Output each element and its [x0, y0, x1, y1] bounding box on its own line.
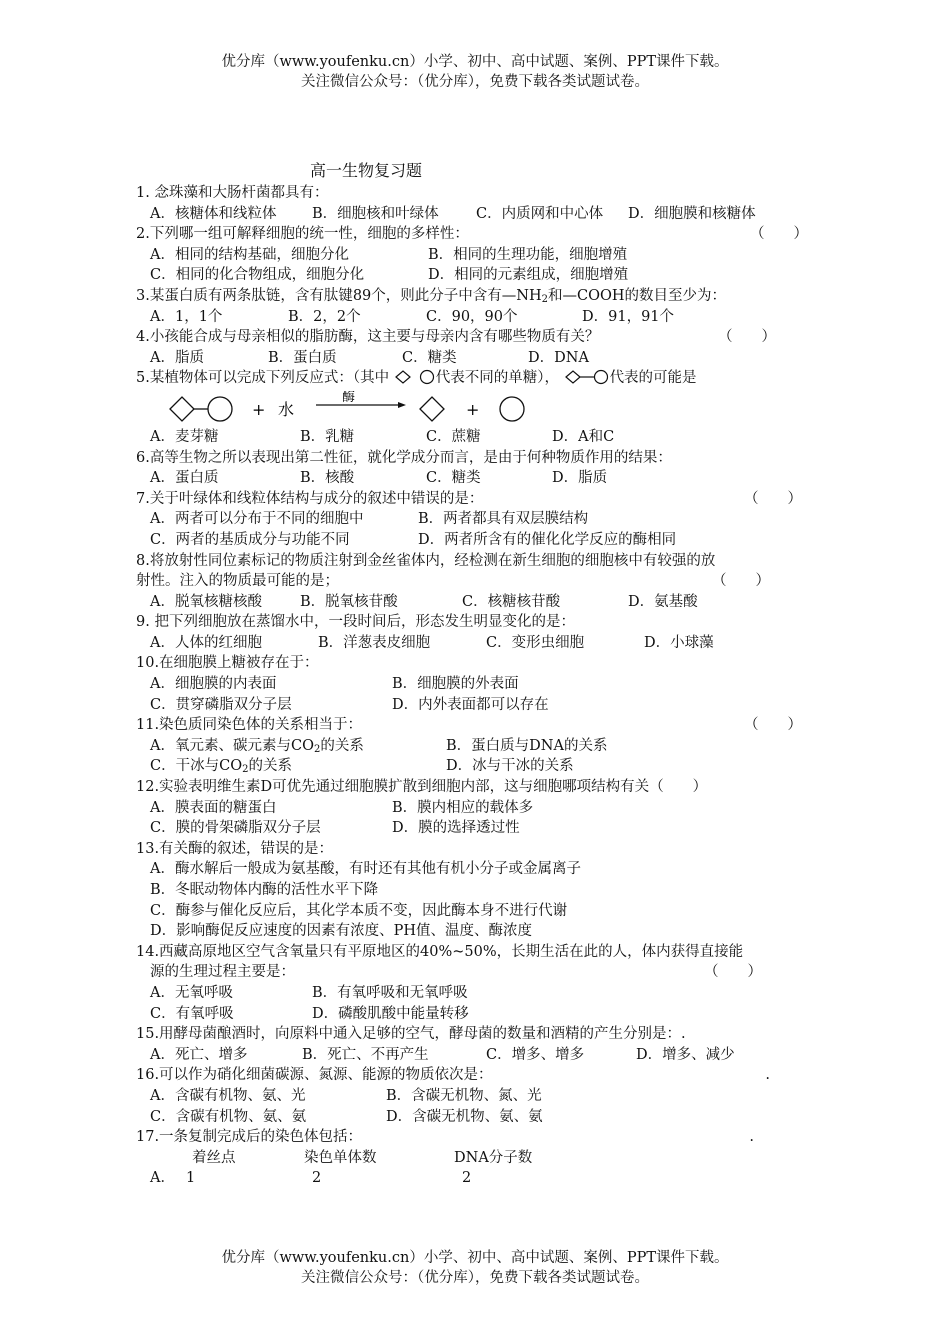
- question-8-stem-line1: 8.将放射性同位素标记的物质注射到金丝雀体内，经检测在新生细胞的细胞核中有较强的放: [136, 552, 716, 569]
- question-12-options-row1: [136, 798, 816, 819]
- q12-option-d: D．膜的选择透过性: [392, 820, 520, 837]
- q5-reaction-diagram: [136, 389, 816, 427]
- q8-option-a: A．脱氧核糖核酸: [150, 593, 262, 610]
- header-line-1: 优分库（www.youfenku.cn）小学、初中、高中试题、案例、PPT课件下载。: [221, 54, 729, 70]
- q17-row-a-chromatids: 2: [312, 1170, 322, 1187]
- q17-col-centromere: 着丝点: [192, 1149, 236, 1166]
- question-10-stem: 10.在细胞膜上糖被存在于：: [136, 655, 319, 672]
- question-17: [136, 1127, 816, 1148]
- q15-option-a: A．死亡、增多: [150, 1046, 248, 1063]
- footer-line-2: 关注微信公众号：（优分库），免费下载各类试题试卷。: [301, 1270, 649, 1286]
- q17-row-a-dna: 2: [462, 1170, 472, 1187]
- q13-option-a: A．酶水解后一般成为氨基酸，有时还有其他有机小分子或金属离子: [150, 861, 581, 878]
- q3-option-a: A．1，1个: [150, 308, 223, 325]
- question-14-options-row2: [136, 1004, 816, 1025]
- q5-option-c: C．蔗糖: [426, 428, 481, 445]
- question-2-answer-blank: （ ）: [750, 226, 808, 243]
- q8-option-c: C．核糖核苷酸: [462, 593, 561, 610]
- q9-option-d: D．小球藻: [644, 634, 714, 651]
- q15-option-d: D．增多、减少: [636, 1046, 735, 1063]
- question-8-stem-line2: [136, 571, 816, 592]
- q5-option-d: D．A和C: [552, 428, 615, 445]
- question-7-options-row2: [136, 530, 816, 551]
- reactant-diamond-shape: [170, 397, 194, 421]
- question-9-options: [136, 633, 816, 654]
- question-10-options-row2: [136, 695, 816, 716]
- question-4-options: [136, 348, 816, 369]
- q13-option-b: B．冬眠动物体内酶的活性水平下降: [150, 882, 379, 898]
- q1-option-c: C．内质网和中心体: [476, 205, 604, 222]
- question-11-options-row1: [136, 736, 816, 757]
- q6-option-a: A．蛋白质: [150, 470, 219, 487]
- q11-option-c-part1: C．干冰与CO: [150, 758, 243, 775]
- q6-option-c: C．糖类: [426, 470, 481, 487]
- q2-option-d: D．相同的元素组成，细胞增殖: [428, 267, 629, 284]
- enzyme-label: 酶: [342, 390, 356, 405]
- q17-row-a-label: A．: [150, 1170, 175, 1187]
- question-8-options: [136, 592, 816, 613]
- question-17-stem: 17.一条复制完成后的染色体包括：: [136, 1129, 363, 1146]
- q17-col-dna: DNA分子数: [454, 1149, 533, 1166]
- q7-option-a: A．两者可以分布于不同的细胞中: [150, 511, 364, 528]
- question-1-options: [136, 204, 816, 225]
- question-4-stem: 4.小孩能合成与母亲相似的脂肪酶，这主要与母亲内含有哪些物质有关？: [136, 329, 600, 346]
- question-4-answer-blank: （ ）: [718, 329, 776, 346]
- question-12-options-row2: [136, 818, 816, 839]
- q16-option-b: B．含碳无机物、氮、光: [386, 1087, 542, 1104]
- question-14-answer-blank: （ ）: [704, 964, 762, 981]
- question-2-stem: 2.下列哪一组可解释细胞的统一性，细胞的多样性：: [136, 226, 469, 243]
- q3-option-c: C．90，90个: [426, 308, 518, 325]
- q1-option-a: A．核糖体和线粒体: [150, 205, 277, 222]
- question-12-stem: 12.实验表明维生素D可优先通过细胞膜扩散到细胞内部，这与细胞哪项结构有关: [136, 779, 650, 796]
- q14-option-d: D．磷酸肌酸中能量转移: [312, 1005, 469, 1022]
- q9-option-c: C．变形虫细胞: [486, 634, 585, 651]
- q3-option-b: B．2，2个: [288, 308, 361, 325]
- question-10-options-row1: [136, 674, 816, 695]
- q7-option-b: B．两者都具有双层膜结构: [418, 511, 589, 528]
- q15-option-c: C．增多、增多: [486, 1046, 585, 1063]
- question-14-stem-cont: 源的生理过程主要是：: [150, 964, 295, 981]
- question-3-stem: [136, 286, 816, 307]
- question-2-options-row2: [136, 265, 816, 286]
- q10-option-b: B．细胞膜的外表面: [392, 676, 519, 693]
- page-header: [0, 52, 950, 92]
- question-14-options-row1: [136, 983, 816, 1004]
- question-11-answer-blank: （ ）: [744, 717, 802, 734]
- question-12-answer-blank: （ ）: [649, 779, 708, 796]
- q12-option-c: C．膜的骨架磷脂双分子层: [150, 820, 321, 837]
- header-line-2: 关注微信公众号：（优分库），免费下载各类试题试卷。: [301, 74, 649, 90]
- question-7-answer-blank: （ ）: [744, 490, 802, 507]
- q5-option-a: A．麦芽糖: [150, 428, 219, 445]
- question-16: [136, 1065, 816, 1086]
- q3-stem-part2: 和—COOH的数目至少为：: [548, 287, 727, 304]
- q5-inline-disaccharide-icon: [564, 369, 610, 385]
- plus-sign-1: +: [252, 399, 266, 419]
- q14-option-c: C．有氧呼吸: [150, 1005, 234, 1022]
- q11-option-c: [150, 756, 292, 777]
- question-16-options-row1: [136, 1086, 816, 1107]
- reaction-arrow-head: [398, 402, 406, 408]
- page-title: 高一生物复习题: [310, 161, 423, 180]
- question-6-stem: 6.高等生物之所以表现出第二性征，就化学成分而言，是由于何种物质作用的结果：: [136, 449, 672, 466]
- question-14-stem-line2: [136, 962, 816, 983]
- question-9-stem: 9. 把下列细胞放在蒸馏水中，一段时间后，形态发生明显变化的是：: [136, 614, 575, 631]
- question-13-stem: 13.有关酶的叙述，错误的是：: [136, 840, 334, 857]
- q2-option-a: A．相同的结构基础，细胞分化: [150, 246, 349, 263]
- product-circle-shape: [500, 397, 524, 421]
- question-12: [136, 777, 816, 798]
- question-16-stem: 16.可以作为硝化细菌碳源、氮源、能源的物质依次是：: [136, 1067, 493, 1084]
- question-16-dot: .: [765, 1067, 770, 1084]
- q5-option-b: B．乳糖: [300, 428, 355, 445]
- question-5-stem: [136, 368, 816, 389]
- q4-option-a: A．脂质: [150, 349, 204, 366]
- question-15-stem: 15.用酵母菌酿酒时，向原料中通入足够的空气，酵母菌的数量和酒精的产生分别是：.: [136, 1026, 686, 1043]
- page-footer: [0, 1248, 950, 1288]
- q16-option-d: D．含碳无机物、氨、氨: [386, 1108, 543, 1125]
- q13-option-c: C．酶参与催化反应后，其化学本质不变，因此酶本身不进行代谢: [150, 902, 568, 919]
- question-2-options-row1: [136, 245, 816, 266]
- q11-option-a: [150, 736, 364, 757]
- q8-option-b: B．脱氧核苷酸: [300, 593, 398, 610]
- q13-option-d: D．影响酶促反应速度的因素有浓度、PH值、温度、酶浓度: [150, 923, 533, 940]
- question-7-options-row1: [136, 509, 816, 530]
- q16-option-a: A．含碳有机物、氨、光: [150, 1087, 306, 1104]
- q3-option-d: D．91，91个: [582, 308, 675, 325]
- footer-line-1: 优分库（www.youfenku.cn）小学、初中、高中试题、案例、PPT课件下载。: [221, 1250, 729, 1266]
- question-6-options: [136, 468, 816, 489]
- q14-option-a: A．无氧呼吸: [150, 984, 233, 1001]
- q6-option-b: B．核酸: [300, 470, 355, 487]
- question-11-options-row2: [136, 756, 816, 777]
- q6-option-d: D．脂质: [552, 470, 608, 487]
- question-8-stem-cont: 射性。注入的物质最可能的是；: [136, 573, 339, 590]
- q11-option-a-part1: A．氧元素、碳元素与CO: [150, 737, 314, 754]
- q17-row-a-centromere: 1: [186, 1170, 196, 1187]
- q10-option-a: A．细胞膜的内表面: [150, 676, 277, 693]
- q5-inline-diamond-circle-icon: [394, 369, 436, 385]
- question-15-options: [136, 1045, 816, 1066]
- q7-option-d: D．两者所含有的催化化学反应的酶相同: [418, 531, 677, 548]
- question-1-stem: 1. 念珠藻和大肠杆菌都具有：: [136, 185, 329, 201]
- q9-option-b: B．洋葱表皮细胞: [318, 634, 431, 651]
- q5-stem-part3: 代表的可能是: [609, 370, 697, 387]
- q7-option-c: C．两者的基质成分与功能不同: [150, 531, 350, 548]
- q5-reaction-svg: [166, 391, 546, 425]
- q11-option-c-subscript: 2: [242, 764, 249, 776]
- plus-sign-2: +: [466, 399, 480, 419]
- q12-option-a: A．膜表面的糖蛋白: [150, 799, 277, 816]
- q16-option-c: C．含碳有机物、氨、氨: [150, 1108, 307, 1125]
- reactant-circle-shape: [208, 397, 232, 421]
- q2-option-b: B．相同的生理功能，细胞增殖: [428, 246, 628, 263]
- question-11-stem: 11.染色质同染色体的关系相当于：: [136, 717, 363, 734]
- question-4: [136, 327, 816, 348]
- question-5-options: [136, 427, 816, 448]
- question-17-dot: .: [749, 1129, 754, 1146]
- q11-option-d: D．冰与干冰的关系: [446, 758, 574, 775]
- q11-option-a-subscript: 2: [313, 743, 321, 755]
- question-14-stem-line1: 14.西藏高原地区空气含氧量只有平原地区的40%~50%，长期生活在此的人，体内获得直接能: [136, 943, 744, 960]
- q11-option-c-part2: 的关系: [248, 758, 292, 775]
- question-17-row-a: [136, 1168, 816, 1189]
- question-8-answer-blank: （ ）: [712, 573, 770, 590]
- q1-option-b: B．细胞核和叶绿体: [312, 205, 439, 222]
- q1-option-d: D．细胞膜和核糖体: [628, 205, 756, 222]
- q10-option-d: D．内外表面都可以存在: [392, 696, 549, 713]
- q12-option-b: B．膜内相应的载体多: [392, 799, 534, 816]
- q5-stem-part1: 5.某植物体可以完成下列反应式：（其中: [136, 370, 390, 387]
- water-label: 水: [278, 399, 295, 419]
- q9-option-a: A．人体的红细胞: [150, 634, 262, 651]
- q14-option-b: B．有氧呼吸和无氧呼吸: [312, 984, 468, 1001]
- question-7: [136, 489, 816, 510]
- q2-option-c: C．相同的化合物组成，细胞分化: [150, 267, 365, 284]
- q15-option-b: B．死亡、不再产生: [302, 1046, 429, 1063]
- question-list: [136, 183, 816, 1189]
- q4-option-b: B．蛋白质: [268, 349, 337, 366]
- q8-option-d: D．氨基酸: [628, 593, 698, 610]
- q4-option-d: D．DNA: [528, 349, 589, 366]
- question-3-options: [136, 307, 816, 328]
- q5-stem-part2: 代表不同的单糖），: [435, 370, 559, 387]
- question-2: [136, 224, 816, 245]
- question-11: [136, 715, 816, 736]
- q11-option-b: B．蛋白质与DNA的关系: [446, 737, 608, 754]
- question-7-stem: 7.关于叶绿体和线粒体结构与成分的叙述中错误的是：: [136, 490, 484, 507]
- q3-stem-part1: 3.某蛋白质有两条肽链，含有肽键89个，则此分子中含有—NH: [136, 287, 542, 304]
- question-17-table-header: [136, 1148, 816, 1169]
- q4-option-c: C．糖类: [402, 349, 457, 366]
- q11-option-a-part2: 的关系: [320, 737, 364, 754]
- product-diamond-shape: [420, 397, 444, 421]
- q17-col-chromatids: 染色单体数: [304, 1149, 377, 1166]
- question-16-options-row2: [136, 1107, 816, 1128]
- q10-option-c: C．贯穿磷脂双分子层: [150, 696, 292, 713]
- q3-stem-subscript: 2: [541, 293, 548, 305]
